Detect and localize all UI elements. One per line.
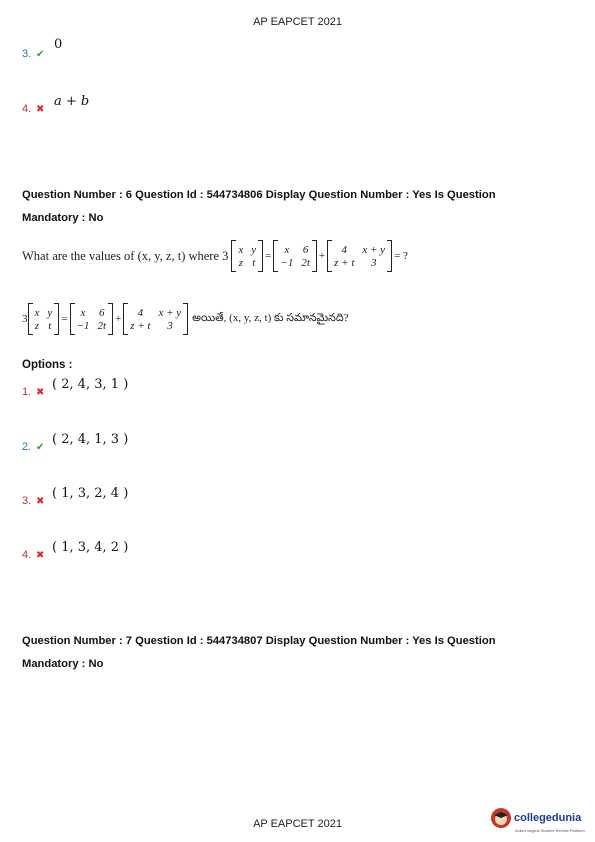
option-value: a + b	[54, 94, 90, 109]
matrix-a: x y z t	[231, 240, 263, 272]
check-icon: ✔	[36, 49, 45, 60]
matrix-a: x y z t	[28, 303, 60, 335]
matrix-b: x 6 −1 2t	[273, 240, 317, 272]
question-6-heading: Question Number : 6 Question Id : 544734806 Display Question Number : Yes Is Question	[22, 189, 496, 201]
option-value: 0	[54, 37, 63, 52]
logo-tagline: India's largest Student Review Platform	[515, 828, 585, 833]
cross-icon: ✖	[36, 496, 45, 507]
question-7-heading: Question Number : 7 Question Id : 544734807 Display Question Number : Yes Is Question	[22, 635, 496, 647]
option-4: 4. ✖ ( 1, 3, 4, 2 )	[22, 540, 129, 561]
matrix-c: 4 x + y z + t 3	[123, 303, 188, 335]
check-icon: ✔	[36, 442, 45, 453]
prev-option-4	[22, 94, 90, 115]
option-value: ( 2, 4, 3, 1 )	[52, 377, 129, 392]
question-7-mandatory: Mandatory : No	[22, 658, 104, 670]
option-value: ( 1, 3, 4, 2 )	[52, 540, 129, 555]
options-label: Options :	[22, 359, 73, 371]
option-number: 4.	[22, 103, 32, 115]
graduation-cap-icon	[491, 808, 511, 828]
cross-icon: ✖	[36, 104, 45, 115]
question-6-mandatory: Mandatory : No	[22, 212, 104, 224]
prev-option-3	[22, 37, 63, 60]
option-1: 1. ✖ ( 2, 4, 3, 1 )	[22, 377, 129, 398]
question-6-english: What are the values of (x, y, z, t) where 3 x y z t = x 6 −1 2t + 4 x + y z + t 3 = ?	[22, 240, 410, 272]
option-2: 2. ✔ ( 2, 4, 1, 3 )	[22, 432, 129, 453]
page-footer: AP EAPCET 2021	[253, 818, 342, 830]
option-value: ( 1, 3, 2, 4 )	[52, 486, 129, 501]
cross-icon: ✖	[36, 550, 45, 561]
matrix-b: x 6 −1 2t	[70, 303, 114, 335]
option-3: 3. ✖ ( 1, 3, 2, 4 )	[22, 486, 129, 507]
cross-icon: ✖	[36, 387, 45, 398]
question-text: What are the values of (x, y, z, t) where 3	[22, 248, 229, 263]
brand-logo	[491, 808, 587, 833]
option-number: 3.	[22, 48, 32, 60]
matrix-c: 4 x + y z + t 3	[327, 240, 392, 272]
option-value: ( 2, 4, 1, 3 )	[52, 432, 129, 447]
logo-text: collegedunia	[514, 811, 582, 824]
page-header: AP EAPCET 2021	[253, 16, 342, 28]
question-text-telugu: అయితే, (x, y, z, t) కు సమానమైనది?	[192, 311, 349, 324]
question-6-telugu: 3 x y z t = x 6 −1 2t + 4 x + y z + t 3 అయితే, (x, y, z, t) కు సమానమైనది?	[22, 303, 349, 335]
